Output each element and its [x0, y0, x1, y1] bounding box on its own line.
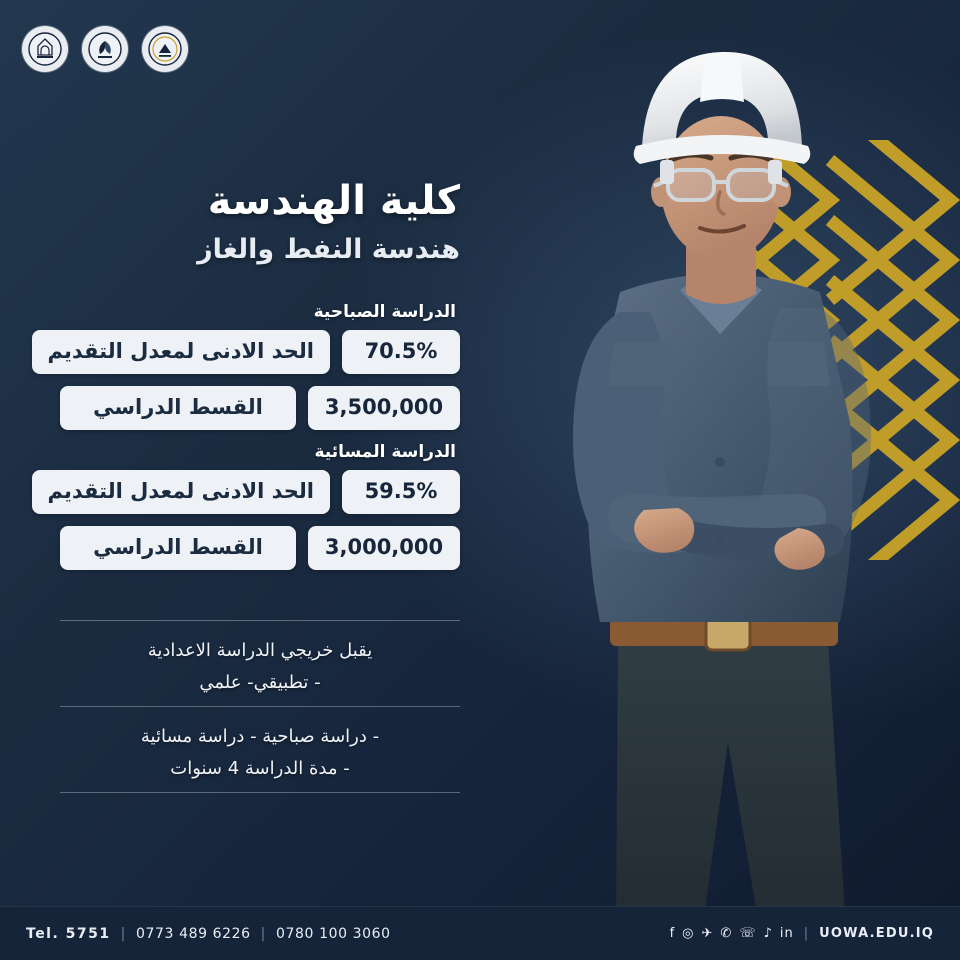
- facebook-icon[interactable]: f: [669, 926, 676, 941]
- footer-social: [670, 926, 934, 941]
- min-average-morning-label: الحد الادنى لمعدل التقديم: [32, 330, 330, 374]
- footer-bar: [0, 906, 960, 960]
- website-label[interactable]: UOWA.EDU.IQ: [819, 926, 934, 941]
- university-seal-2-icon: [82, 26, 128, 72]
- section-label-evening: الدراسة المسائية: [314, 442, 456, 462]
- social-icons[interactable]: [670, 927, 794, 940]
- min-average-morning-value: 70.5%: [342, 330, 460, 374]
- footer-separator: |: [260, 925, 266, 942]
- tuition-evening-label: القسط الدراسي: [60, 526, 296, 570]
- section-label-morning: الدراسة الصباحية: [313, 302, 456, 322]
- note-line: - دراسة صباحية - دراسة مسائية: [140, 726, 380, 747]
- linkedin-icon[interactable]: in: [779, 926, 794, 941]
- tuition-morning-value: 3,500,000: [308, 386, 460, 430]
- messenger-icon[interactable]: ✆: [720, 926, 733, 941]
- divider-bottom: [60, 792, 460, 793]
- instagram-icon[interactable]: ◎: [682, 926, 695, 941]
- note-line: - مدة الدراسة 4 سنوات: [170, 757, 350, 779]
- tiktok-icon[interactable]: ♪: [763, 926, 773, 941]
- note-line: يقبل خريجي الدراسة الاعدادية: [147, 640, 373, 661]
- notes-group-study: [60, 721, 460, 784]
- min-average-evening-value: 59.5%: [342, 470, 460, 514]
- telephone-label: Tel. 5751: [26, 925, 111, 942]
- logo-row: [22, 26, 188, 72]
- divider-top: [60, 620, 460, 621]
- notes-group-eligibility: [60, 635, 460, 698]
- admission-info: [47, 296, 460, 582]
- min-average-evening-label: الحد الادنى لمعدل التقديم: [32, 470, 330, 514]
- tuition-morning-label: القسط الدراسي: [60, 386, 296, 430]
- page-title: كلية الهندسة: [207, 178, 460, 224]
- telegram-icon[interactable]: ✈: [701, 926, 714, 941]
- tuition-evening-value: 3,000,000: [308, 526, 460, 570]
- phone-number-2: 0780 100 3060: [276, 925, 391, 942]
- footer-contact: [26, 926, 391, 942]
- footer-separator: |: [803, 926, 810, 941]
- info-row: [60, 526, 460, 570]
- engineer-photo: [468, 42, 960, 922]
- whatsapp-icon[interactable]: ☏: [739, 926, 757, 941]
- note-line: - تطبيقي- علمي: [199, 671, 321, 693]
- footer-separator: |: [120, 925, 126, 942]
- title-block: [197, 178, 460, 265]
- info-row: [60, 386, 460, 430]
- notes-block: [60, 612, 460, 807]
- info-row: [47, 470, 460, 514]
- page-subtitle: هندسة النفط والغاز: [197, 234, 460, 265]
- info-row: [47, 330, 460, 374]
- phone-number-1: 0773 489 6226: [135, 925, 251, 942]
- university-seal-3-icon: [142, 26, 188, 72]
- divider-middle: [60, 706, 460, 707]
- university-seal-1-icon: [22, 26, 68, 72]
